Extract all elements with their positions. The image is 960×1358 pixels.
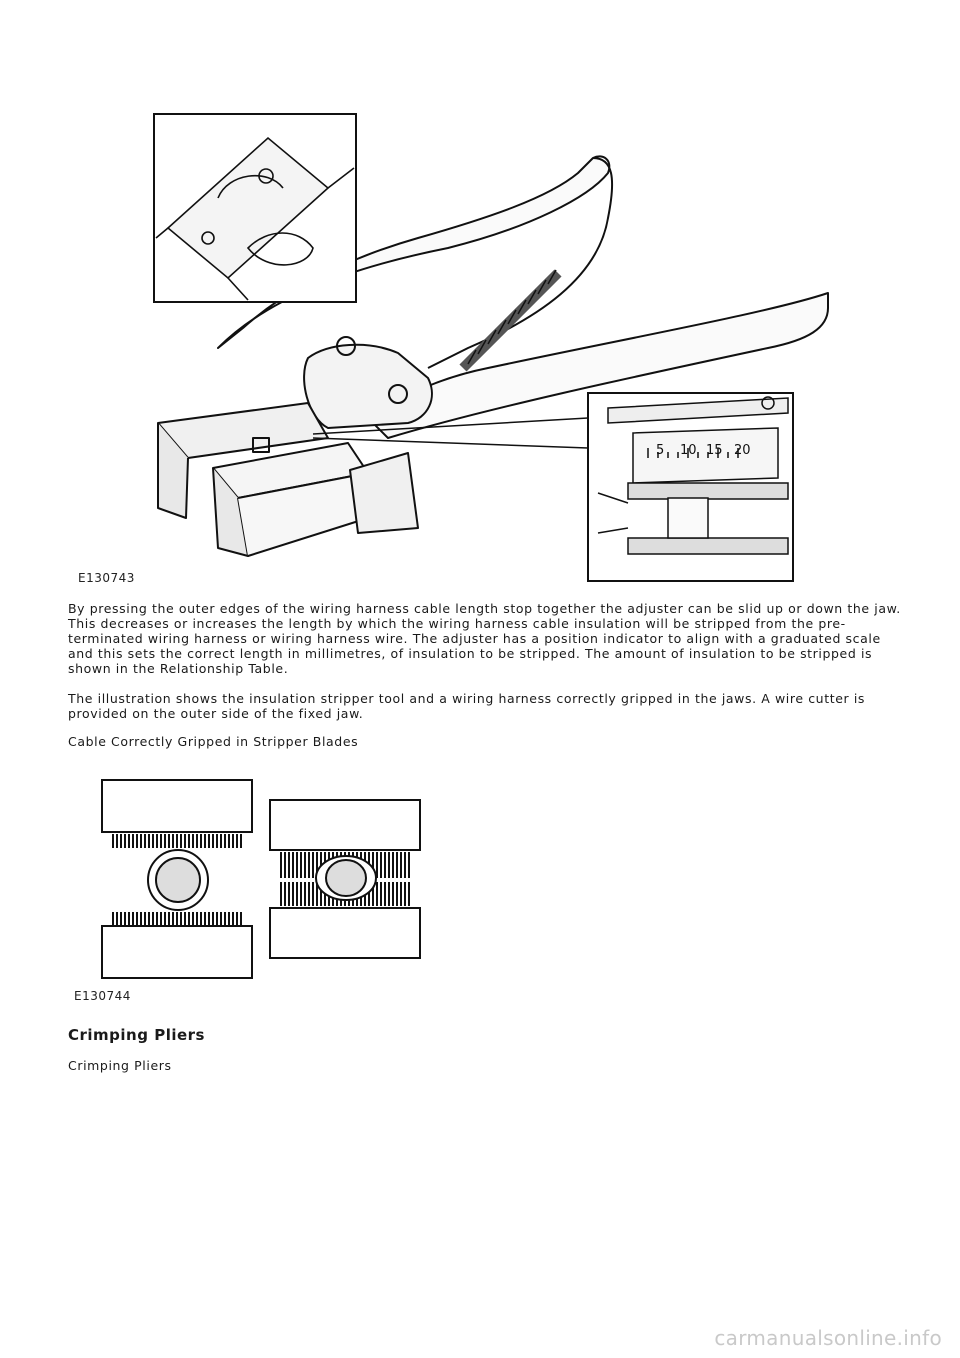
cable-gripped-drawing: [68, 770, 444, 1006]
section-caption: Crimping Pliers: [68, 1058, 172, 1073]
stripper-tool-drawing: [68, 78, 840, 586]
scale-label: 15: [706, 443, 723, 458]
scale-label: 5: [656, 443, 665, 458]
paragraph-adjuster: By pressing the outer edges of the wiring harness cable length stop together the adjuster can be slid up or down the jaw. This decreases or increases the length by which the wiring harness cable insulation will be stripped from the pre-terminated wiring harness or wiring harness wire. The adjuster has a position indicator to align with a graduated scale and this sets the correct length in millimetres, of insulation to be stripped. The amount of insulation to be stripped is shown in the Relationship Table.: [68, 601, 901, 676]
paragraph-illustration: The illustration shows the insulation stripper tool and a wiring harness correctly gripped in the jaws. A wire cutter is provided on the outer side of the fixed jaw.: [68, 691, 865, 721]
figure-caption: Cable Correctly Gripped in Stripper Blades: [68, 734, 359, 749]
stripper-tool-figure: [68, 78, 840, 586]
figure-id: E130744: [74, 989, 131, 1003]
scale-label: 20: [734, 443, 751, 458]
watermark: carmanualsonline.info: [714, 1326, 942, 1350]
section-heading: Crimping Pliers: [68, 1026, 205, 1044]
scale-label: 10: [680, 443, 697, 458]
cable-gripped-figure: [68, 770, 444, 1006]
figure-id: E130743: [78, 571, 135, 585]
